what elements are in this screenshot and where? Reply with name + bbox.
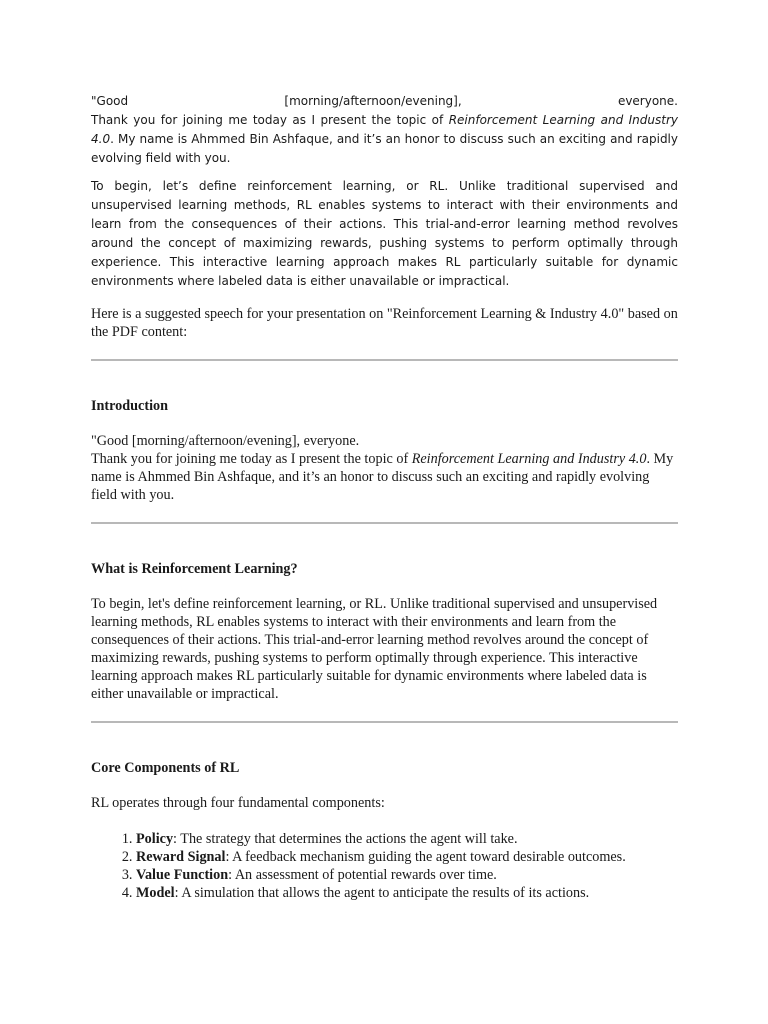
list-item: 2. Reward Signal: A feedback mechanism guiding the agent toward desirable outcomes.: [136, 848, 678, 866]
opening-definition-paragraph: To begin, let’s define reinforcement learning, or RL. Unlike traditional supervised and unsupervised learning methods, RL enables systems to interact with their environments and learn from the consequences of their actions. This trial-and-error learning method revolves around the concept of maximizing rewards, pushing systems to perform optimally through experience. This interactive learning approach makes RL particularly suitable for dynamic environments where labeled data is either unavailable or impractical.: [91, 179, 678, 288]
what-is-rl-body: To begin, let's define reinforcement learning, or RL. Unlike traditional supervised and unsupervised learning methods, RL enables systems to interact with their environments and learn from the consequences of their actions. This trial-and-error learning method revolves around the concept of maximizing rewards, pushing systems to perform optimally through experience. This interactive learning approach makes RL particularly suitable for dynamic environments where labeled data is either unavailable or impractical.: [91, 596, 658, 702]
section-divider: [91, 522, 678, 524]
list-item: 1. Policy: The strategy that determines the actions the agent will take.: [136, 830, 678, 848]
opening-thanks: Thank you for joining me today as I present the topic of Reinforcement Learning and Industry 4.0. My name is Ahmmed Bin Ashfaque, and it’s an honor to discuss such an exciting and rapidly evolving field with you.: [91, 113, 678, 165]
list-item: 4. Model: A simulation that allows the agent to anticipate the results of its actions.: [136, 884, 678, 902]
introduction-body: [91, 432, 678, 504]
greeting-time: [morning/afternoon/evening],: [284, 94, 462, 108]
greeting-audience: everyone.: [617, 94, 678, 108]
introduction-text: Thank you for joining me today as I present the topic of Reinforcement Learning and Industry 4.0. My name is Ahmmed Bin Ashfaque, and it’s an honor to discuss such an exciting and rapidly evolving field with you.: [91, 451, 674, 503]
suggestion-paragraph: Here is a suggested speech for your presentation on "Reinforcement Learning & Industry 4.0" based on the PDF content:: [91, 306, 678, 340]
greeting-word: "Good: [91, 94, 129, 108]
opening-paragraph: [91, 92, 678, 168]
section-title-what-is-rl: What is Reinforcement Learning?: [91, 561, 298, 577]
core-components-list: [91, 830, 678, 902]
section-title-core-components: Core Components of RL: [91, 760, 240, 776]
opening-greeting-line: [91, 92, 678, 111]
section-title-introduction: Introduction: [91, 398, 168, 414]
topic-emphasis: Reinforcement Learning and Industry 4.0: [91, 113, 678, 146]
topic-emphasis: Reinforcement Learning and Industry 4.0: [411, 451, 647, 467]
section-divider: [91, 359, 678, 361]
core-components-intro: RL operates through four fundamental components:: [91, 795, 385, 811]
list-item: 3. Value Function: An assessment of potential rewards over time.: [136, 866, 678, 884]
document-page: [91, 92, 678, 902]
section-divider: [91, 721, 678, 723]
introduction-greeting: "Good [morning/afternoon/evening], everyone.: [91, 433, 360, 449]
